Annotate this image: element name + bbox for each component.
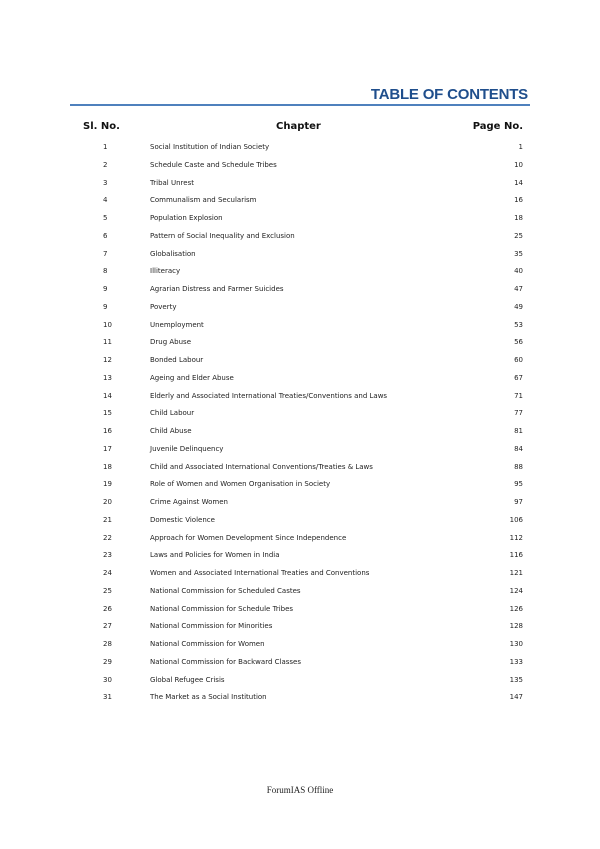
toc-row-page: 128 [509,622,523,631]
toc-row-page: 49 [514,302,523,311]
toc-row-chapter[interactable]: Women and Associated International Treaties and Conventions [150,569,370,577]
toc-row-chapter[interactable]: National Commission for Scheduled Castes [150,586,301,595]
toc-row-page: 60 [514,356,523,364]
toc-row-page: 1 [518,143,523,151]
toc-row-number: 24 [103,569,112,577]
toc-row-number: 6 [103,231,108,240]
toc-row-page: 135 [509,675,523,684]
column-header-sl-no: Sl. No. [83,121,120,132]
toc-row[interactable] [0,194,600,212]
toc-row-chapter[interactable]: Illiteracy [150,267,181,276]
toc-row-chapter[interactable]: Agrarian Distress and Farmer Suicides [150,285,284,293]
toc-row[interactable] [0,283,600,301]
toc-row-chapter[interactable]: Elderly and Associated International Treaties/Conventions and Laws [150,391,388,400]
toc-row-page: 10 [514,160,523,169]
toc-row-number: 27 [103,622,112,631]
toc-row-page: 126 [509,604,523,613]
toc-row-page: 25 [514,231,523,240]
toc-row-chapter[interactable]: Role of Women and Women Organisation in Society [150,480,331,489]
toc-row[interactable] [0,336,600,354]
toc-row-number: 12 [103,356,112,364]
title-underline [70,104,530,106]
toc-row[interactable] [0,638,600,656]
toc-row-page: 124 [509,586,523,595]
toc-row-number: 21 [103,515,112,524]
toc-row-number: 9 [103,302,108,311]
toc-row-chapter[interactable]: National Commission for Schedule Tribes [150,604,294,613]
toc-row[interactable] [0,425,600,443]
toc-row-number: 10 [103,320,112,329]
toc-row-chapter[interactable]: Crime Against Women [150,498,228,506]
toc-row-number: 3 [103,178,108,187]
toc-row-number: 22 [103,533,112,542]
toc-row-chapter[interactable]: Tribal Unrest [150,178,194,187]
toc-row[interactable] [0,585,600,603]
toc-row[interactable] [0,549,600,567]
toc-row-page: 81 [514,427,523,435]
toc-row[interactable] [0,478,600,496]
toc-row-chapter[interactable]: Ageing and Elder Abuse [150,373,234,382]
toc-row-chapter[interactable]: The Market as a Social Institution [150,693,267,702]
toc-row[interactable] [0,159,600,177]
toc-row-number: 29 [103,657,112,666]
toc-row[interactable] [0,354,600,372]
toc-row-chapter[interactable]: Communalism and Secularism [150,196,257,205]
toc-row-number: 17 [103,444,112,453]
toc-row[interactable] [0,443,600,461]
toc-row[interactable] [0,230,600,248]
toc-row[interactable] [0,212,600,230]
toc-row-chapter[interactable]: Child and Associated International Conventions/Treaties & Laws [150,462,373,471]
toc-row-chapter[interactable]: Juvenile Delinquency [150,444,224,453]
toc-row-chapter[interactable]: Unemployment [150,320,204,329]
toc-list [0,141,600,709]
toc-row[interactable] [0,514,600,532]
toc-row-page: 106 [509,515,523,524]
toc-row[interactable] [0,496,600,514]
toc-row-page: 130 [509,640,523,648]
toc-row[interactable] [0,248,600,266]
toc-row-page: 14 [514,178,523,187]
page-title: TABLE OF CONTENTS [370,86,528,103]
toc-row[interactable] [0,265,600,283]
footer-text: ForumIAS Offline [266,785,334,795]
toc-row-page: 77 [514,409,523,418]
toc-row-chapter[interactable]: Social Institution of Indian Society [150,143,270,151]
toc-row-chapter[interactable]: Child Labour [150,409,195,418]
toc-row-chapter[interactable]: Drug Abuse [150,338,191,347]
toc-row-number: 7 [103,249,108,258]
toc-row[interactable] [0,620,600,638]
toc-row-number: 4 [103,196,108,205]
toc-row[interactable] [0,656,600,674]
toc-row-page: 53 [514,320,523,329]
toc-row-chapter[interactable]: Pattern of Social Inequality and Exclusion [150,231,295,240]
toc-row[interactable] [0,390,600,408]
toc-row-page: 97 [514,498,523,506]
toc-row-page: 95 [514,480,523,489]
toc-row-number: 1 [103,143,108,151]
toc-row-number: 5 [103,214,108,222]
toc-header-row [0,121,600,135]
toc-row[interactable] [0,567,600,585]
toc-row-page: 121 [509,569,523,577]
toc-row[interactable] [0,407,600,425]
toc-row-chapter[interactable]: Global Refugee Crisis [150,675,225,684]
toc-row-page: 71 [514,391,523,400]
toc-row-page: 116 [509,551,523,560]
toc-row-page: 133 [509,657,523,666]
toc-row-chapter[interactable]: National Commission for Women [150,640,265,648]
toc-row[interactable] [0,461,600,479]
toc-row-chapter[interactable]: Schedule Caste and Schedule Tribes [150,160,277,169]
toc-row-page: 18 [514,214,523,222]
toc-row-chapter[interactable]: Laws and Policies for Women in India [150,551,280,560]
toc-row-chapter[interactable]: National Commission for Minorities [150,622,273,631]
toc-row-number: 31 [103,693,112,702]
toc-row-number: 30 [103,675,112,684]
toc-row-number: 23 [103,551,112,560]
toc-row-page: 88 [514,462,523,471]
toc-row-chapter[interactable]: Poverty [150,302,177,311]
toc-row-page: 67 [514,373,523,382]
toc-row-number: 15 [103,409,112,418]
toc-row-page: 84 [514,444,523,453]
toc-row[interactable] [0,674,600,692]
toc-row-page: 35 [514,249,523,258]
toc-row-number: 16 [103,427,112,435]
toc-row-page: 40 [514,267,523,276]
toc-row-chapter[interactable]: Population Explosion [150,214,223,222]
toc-row[interactable] [0,177,600,195]
toc-row-page: 16 [514,196,523,205]
toc-row-number: 11 [103,338,112,347]
toc-row-number: 9 [103,285,108,293]
toc-row[interactable] [0,372,600,390]
toc-row-number: 14 [103,391,112,400]
toc-row-chapter[interactable]: National Commission for Backward Classes [150,657,301,666]
column-header-chapter: Chapter [276,121,321,132]
toc-row-page: 112 [509,533,523,542]
toc-row-number: 20 [103,498,112,506]
toc-row-page: 147 [509,693,523,702]
toc-row-page: 47 [514,285,523,293]
toc-row-chapter[interactable]: Domestic Violence [150,515,215,524]
toc-row-number: 26 [103,604,112,613]
toc-row[interactable] [0,691,600,709]
toc-row-number: 19 [103,480,112,489]
toc-row[interactable] [0,141,600,159]
toc-row-number: 2 [103,160,108,169]
toc-row-number: 18 [103,462,112,471]
toc-row-page: 56 [514,338,523,347]
toc-row[interactable] [0,301,600,319]
toc-row-chapter[interactable]: Child Abuse [150,427,192,435]
toc-row-number: 8 [103,267,108,276]
toc-row-chapter[interactable]: Bonded Labour [150,356,204,364]
toc-row-chapter[interactable]: Approach for Women Development Since Independence [150,533,347,542]
toc-row[interactable] [0,603,600,621]
column-header-page-no: Page No. [472,121,523,132]
toc-row-number: 13 [103,373,112,382]
toc-row-number: 25 [103,586,112,595]
toc-row-number: 28 [103,640,112,648]
toc-row-chapter[interactable]: Globalisation [150,249,196,258]
toc-row[interactable] [0,532,600,550]
toc-row[interactable] [0,319,600,337]
